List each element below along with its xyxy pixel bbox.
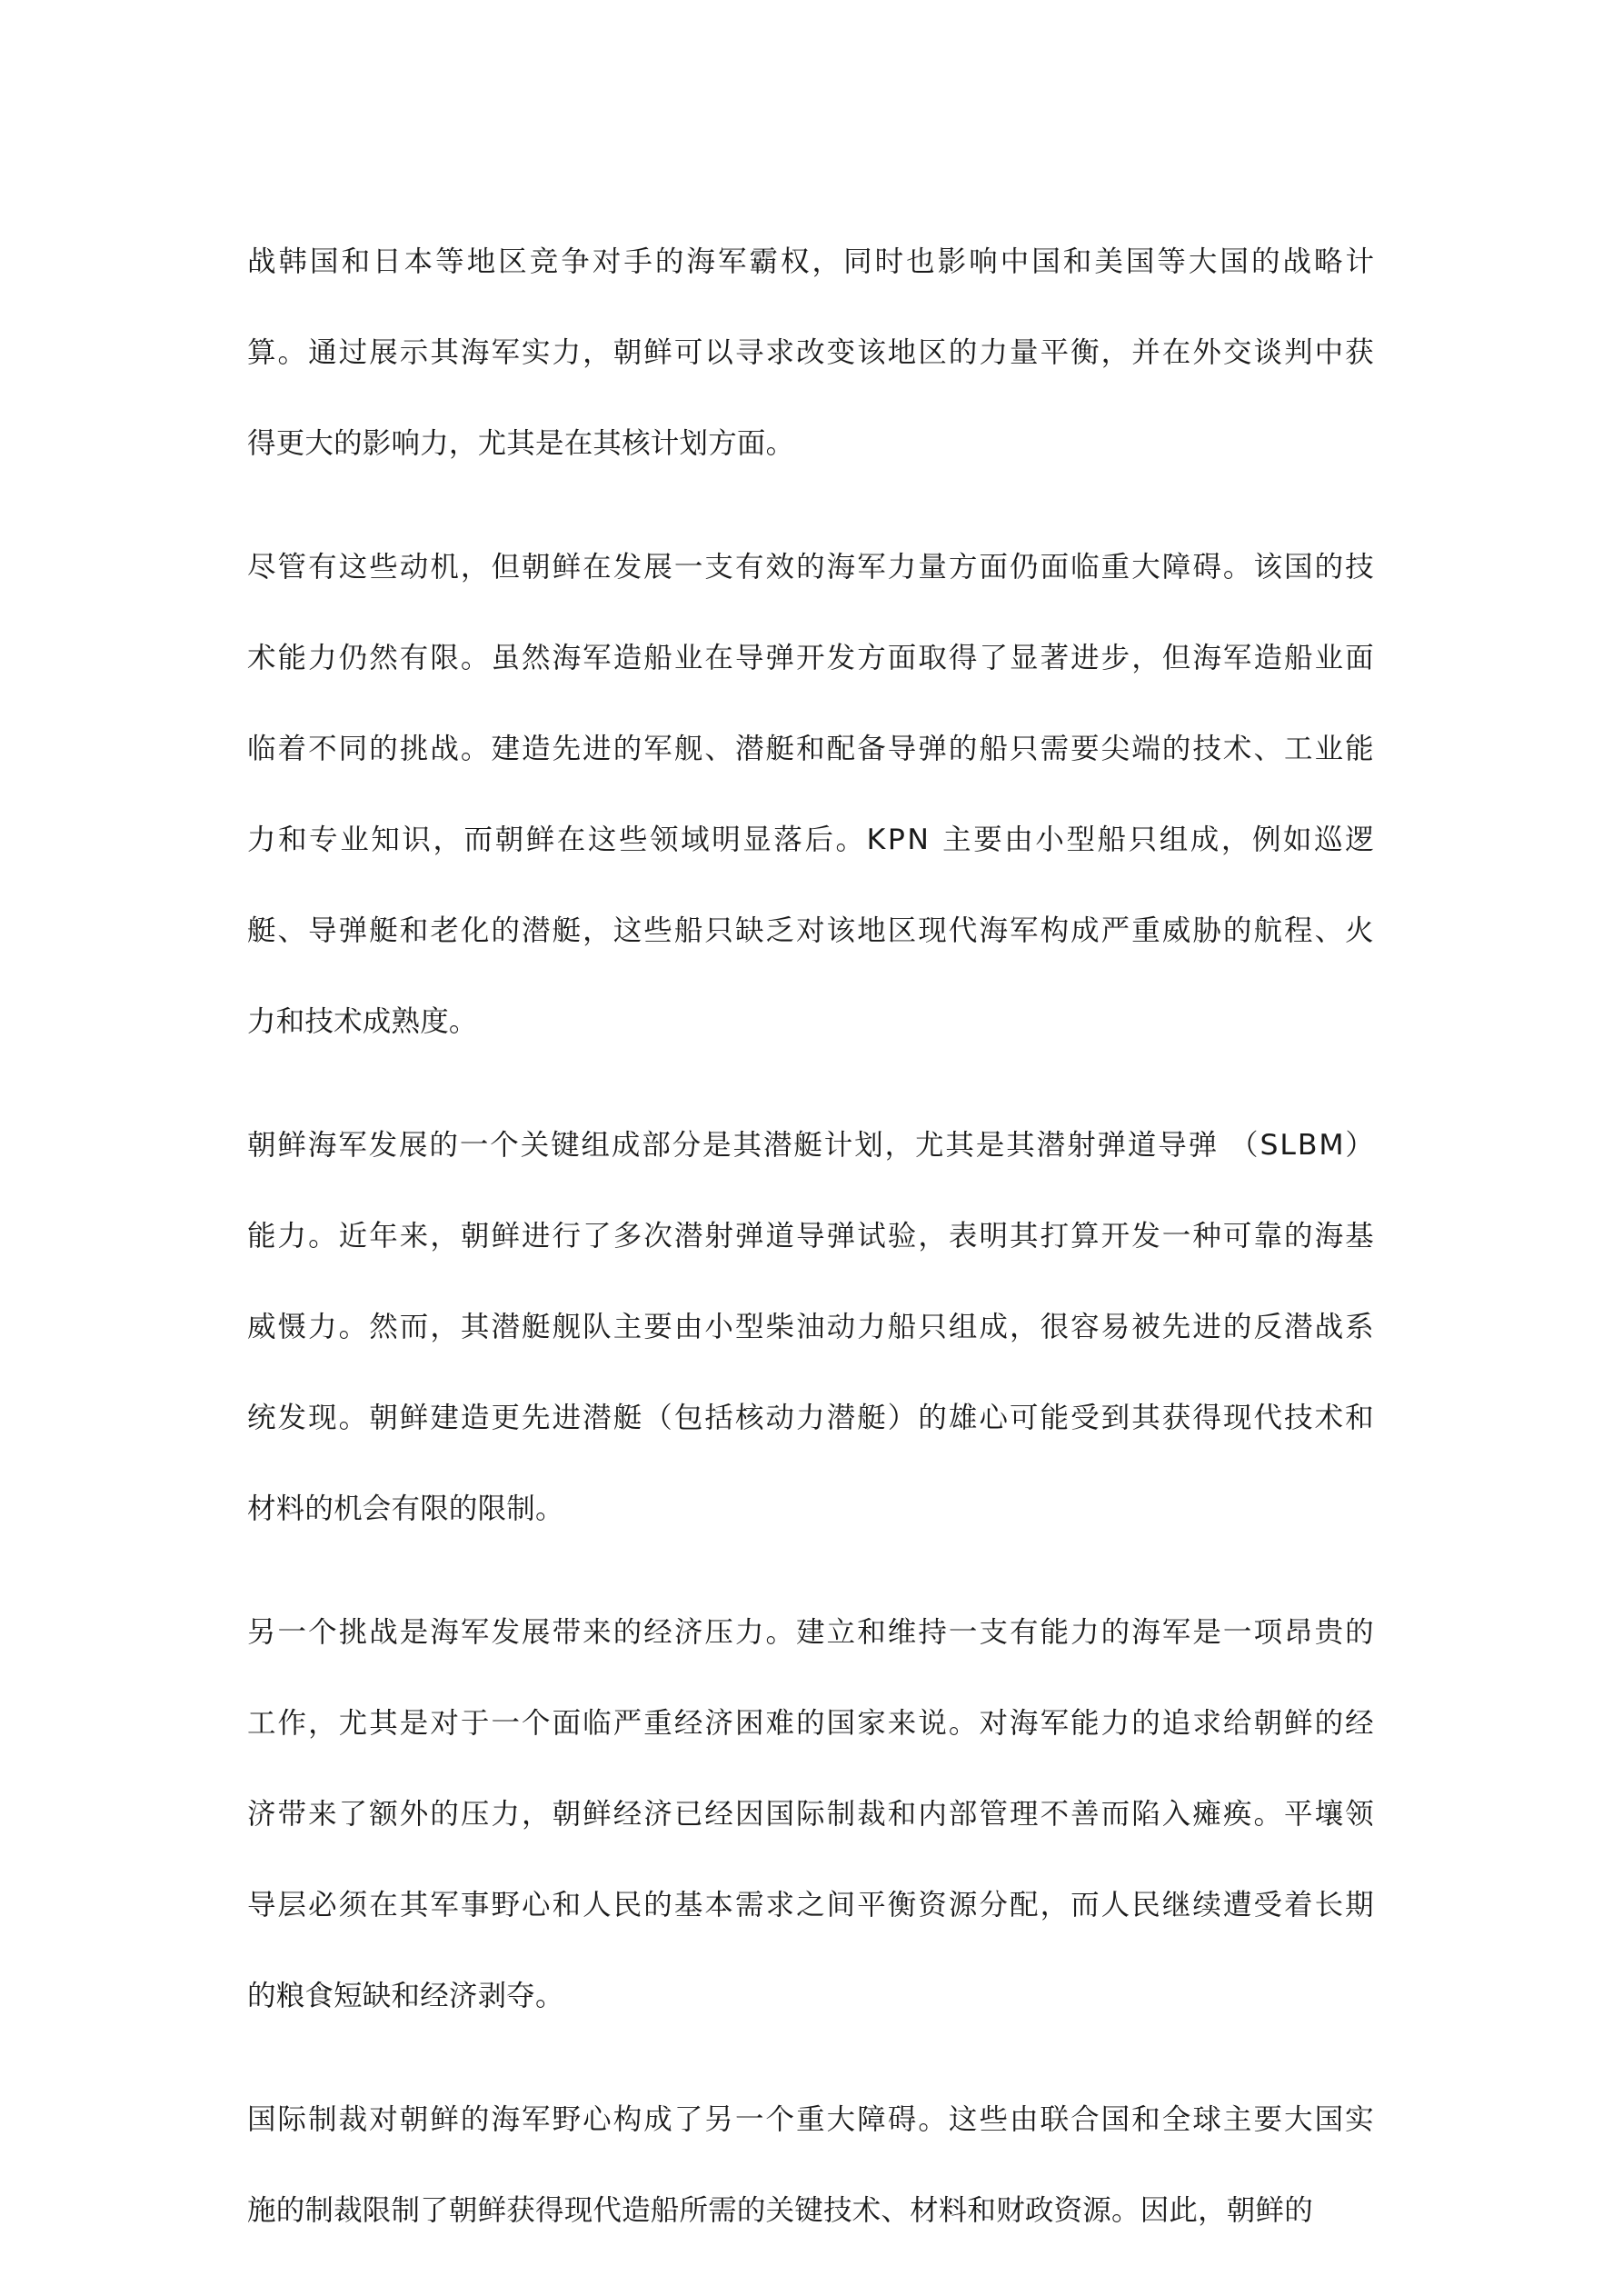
text-line: 临着不同的挑战。建造先进的军舰、潜艇和配备导弹的船只需要尖端的技术、工业能 [247,733,1376,765]
paragraph-submarine-program [247,1100,1374,1554]
text-line: 能力。近年来，朝鲜进行了多次潜射弹道导弹试验，表明其打算开发一种可靠的海基 [247,1220,1376,1253]
text-line: 国际制裁对朝鲜的海军野心构成了另一个重大障碍。这些由联合国和全球主要大国实 [247,2103,1376,2136]
text-line: 朝鲜海军发展的一个关键组成部分是其潜艇计划，尤其是其潜射弹道导弹 （SLBM） [247,1129,1376,1162]
text-line: 工作，尤其是对于一个面临严重经济困难的国家来说。对海军能力的追求给朝鲜的经 [247,1707,1376,1740]
text-line: 算。通过展示其海军实力，朝鲜可以寻求改变该地区的力量平衡，并在外交谈判中获 [247,336,1376,369]
text-line: 济带来了额外的压力，朝鲜经济已经因国际制裁和内部管理不善而陷入瘫痪。平壤领 [247,1798,1376,1831]
paragraph-regional-hegemony [247,216,1378,489]
paragraph-international-sanctions [247,2074,1374,2256]
text-line: 艇、导弹艇和老化的潜艇，这些船只缺乏对该地区现代海军构成严重威胁的航程、火 [247,914,1376,947]
document-body [247,216,1378,2289]
text-line: 另一个挑战是海军发展带来的经济压力。建立和维持一支有能力的海军是一项昂贵的 [247,1616,1376,1649]
text-line: 的粮食短缺和经济剥夺。 [247,1980,564,2012]
text-line: 术能力仍然有限。虽然海军造船业在导弹开发方面取得了显著进步，但海军造船业面 [247,642,1376,674]
paragraph-technical-obstacles [247,522,1377,1067]
text-line: 统发现。朝鲜建造更先进潜艇（包括核动力潜艇）的雄心可能受到其获得现代技术和 [247,1402,1376,1434]
text-line: 材料的机会有限的限制。 [247,1492,564,1525]
text-line: 威慑力。然而，其潜艇舰队主要由小型柴油动力船只组成，很容易被先进的反潜战系 [247,1311,1376,1343]
text-line: 力和专业知识，而朝鲜在这些领域明显落后。KPN 主要由小型船只组成，例如巡逻 [247,824,1377,856]
text-line: 战韩国和日本等地区竞争对手的海军霸权，同时也影响中国和美国等大国的战略计 [247,245,1378,278]
text-line: 导层必须在其军事野心和人民的基本需求之间平衡资源分配，而人民继续遭受着长期 [247,1889,1376,1922]
text-line: 施的制裁限制了朝鲜获得现代造船所需的关键技术、材料和财政资源。因此，朝鲜的 [247,2194,1313,2227]
paragraph-economic-pressure [247,1587,1374,2041]
text-line: 力和技术成熟度。 [247,1005,478,1038]
text-line: 得更大的影响力，尤其是在其核计划方面。 [247,427,795,460]
text-line: 尽管有这些动机，但朝鲜在发展一支有效的海军力量方面仍面临重大障碍。该国的技 [247,551,1376,584]
